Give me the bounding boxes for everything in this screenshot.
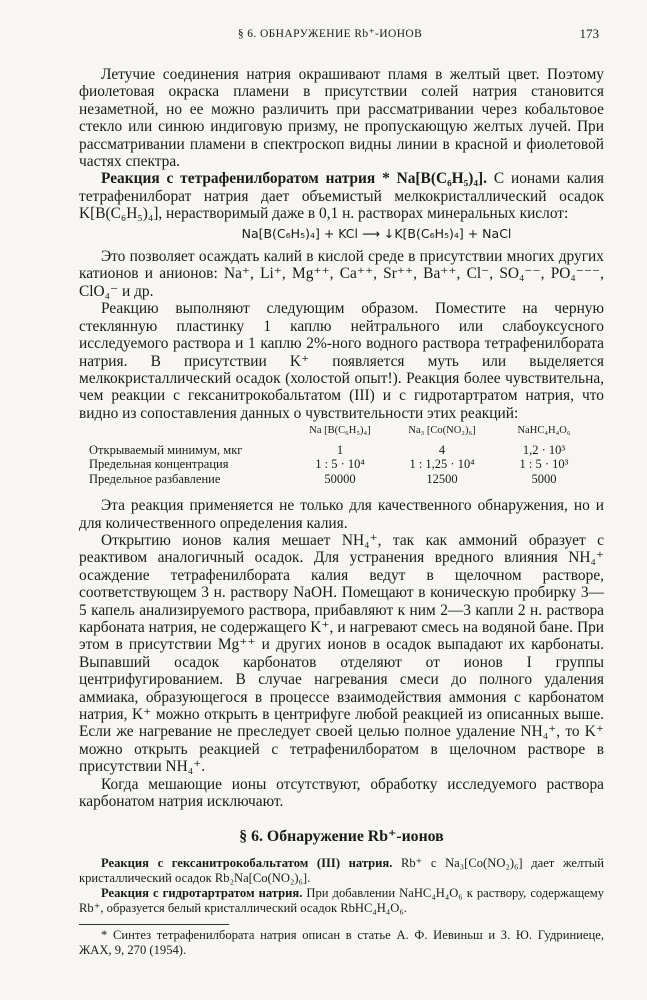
paragraph-flame: Летучие соединения натрия окрашивают пламя в желтый цвет. Поэтому фиолетовая окраска пламени в присутствии солей натрия становится незаметной, но ее можно различить при рассматривании через кобальтовое стекло или синюю индиговую призму, не пропускающую желтых лучей. При рассматривании пламени в спектроскоп видны линии в красной и фиолетовой частях спектра. (79, 66, 604, 171)
paragraph-ammonium: Открытию ионов калия мешает NH₄⁺, так как аммоний образует с реактивом аналогичный осадок. Для устранения вредного влияния NH₄⁺ осаждение тетрафенилбората калия ведут в щелочном растворе, соответствующем 3 н. раствору NaOH. Помещают в коническую пробирку 3—5 капель анализируемого раствора, прибавляют к ним 2—3 капли 2 н. раствора карбоната натрия, не содержащего K⁺, и нагревают смесь на водяной бане. При этом в присутствии Mg⁺⁺ и других ионов в осадок выпадают их карбонаты. Выпавший осадок карбонатов отделяют от ионов I группы центрифугированием. В случае нагревания смеси до полного удаления аммиака, образующегося в процессе взаимодействия аммония с карбонатом натрия, K⁺ можно открыть в центрифуге любой реакцией из описанных выше. Если же нагревание не преследует своей целью полное удаление NH₄⁺, то K⁺ можно открыть реакцией с тетрафенилборатом в щелочном растворе в присутствии NH₄⁺. (79, 531, 604, 776)
table-row-label: Открываемый минимум, мкг (89, 442, 243, 457)
table-cell: 1 : 5 · 10⁴ (315, 457, 365, 472)
paragraph-rb-cobaltinitrite (79, 856, 604, 886)
table-cell: 50000 (324, 471, 356, 486)
table-row (89, 457, 595, 472)
table-row (89, 472, 595, 487)
table-column-header: Na₃ [Co(NO₂)₆] (408, 425, 476, 437)
reaction-text: С ионами калия тетрафенилборат натрия дает объемистый мелкокристаллический осадок K[B(C₆H₅)₄], нерастворимый даже в 0,1 н. растворах минеральных кислот: (79, 170, 604, 223)
table-column-header: NaHC₄H₄O₆ (517, 425, 571, 437)
table-cell: 4 (438, 442, 446, 457)
table-cell: 5000 (531, 471, 557, 486)
table-header-row (89, 424, 595, 443)
table-cell: 1 (336, 442, 344, 457)
reaction-title: Реакция с гексанитрокобальтатом (III) натрия. (101, 855, 393, 870)
reaction-text: Rb⁺ с Na₃[Co(NO₂)₆] дает желтый кристаллический осадок Rb₂Na[Co(NO₂)₆]. (79, 855, 604, 885)
footnote-divider (79, 924, 229, 925)
table-column-header: Na [B(C₆H₅)₄] (309, 425, 371, 437)
footnote: * Синтез тетрафенилбората натрия описан в статье А. Ф. Иевиньш и З. Ю. Гудриниеце, ЖАХ, 9, 270 (1954). (79, 927, 604, 958)
page-number: 173 (579, 26, 599, 41)
body-text (79, 66, 604, 959)
reaction-title: Реакция с гидротартратом натрия. (101, 885, 303, 900)
table-cell: 12500 (426, 471, 458, 486)
page-header (0, 26, 647, 46)
paragraph-rb-hydrotartrate (79, 886, 604, 916)
table-cell: 1,2 · 10³ (522, 442, 566, 457)
table-row-label: Предельная концентрация (89, 457, 229, 472)
reaction-title: Реакция с тетрафенилборатом натрия * Na[B(C₆H₅)₄]. (101, 170, 487, 188)
running-title: § 6. ОБНАРУЖЕНИЕ Rb⁺-ИОНОВ (237, 28, 423, 40)
paragraph-tetraphenylborate (79, 170, 604, 222)
sensitivity-table (89, 424, 595, 486)
reaction-equation: Na[B(C₆H₅)₄] + KCl ⟶ ↓K[B(C₆H₅)₄] + NaCl (241, 225, 512, 241)
reaction-text: При добавлении NaHC₄H₄O₆ к раствору, содержащему Rb⁺, образуется белый кристаллический осадок RbHC₄H₄O₆. (79, 885, 604, 915)
section-heading: § 6. Обнаружение Rb⁺-ионов (239, 828, 444, 846)
paragraph-precipitation: Это позволяет осаждать калий в кислой среде в присутствии многих других катионов и анионов: Na⁺, Li⁺, Mg⁺⁺, Ca⁺⁺, Sr⁺⁺, Ba⁺⁺, Cl⁻, SO₄⁻⁻, PO₄⁻⁻⁻, ClO₄⁻ и др. (79, 248, 604, 300)
table-row-label: Предельное разбавление (89, 471, 221, 486)
paragraph-quantitative: Эта реакция применяется не только для качественного обнаружения, но и для количественного определения калия. (79, 497, 604, 532)
table-cell: 1 : 5 · 10³ (519, 457, 569, 472)
paragraph-no-interference: Когда мешающие ионы отсутствуют, обработку исследуемого раствора карбонатом натрия исключают. (79, 775, 604, 811)
paragraph-procedure: Реакцию выполняют следующим образом. Поместите на черную стеклянную пластинку 1 каплю нейтрального или слабоуксусного исследуемого раствора и 1 каплю 2%-ного водного раствора тетрафенилбората натрия. В присутствии K⁺ появляется муть или выделяется мелкокристаллический осадок (холостой опыт!). Реакция более чувствительна, чем реакции с гексанитрокобальтатом (III) и с гидротартратом натрия, что видно из сопоставления данных о чувствительности этих реакций: (79, 300, 604, 422)
table-cell: 1 : 1,25 · 10⁴ (409, 457, 475, 472)
table-row (89, 443, 595, 458)
